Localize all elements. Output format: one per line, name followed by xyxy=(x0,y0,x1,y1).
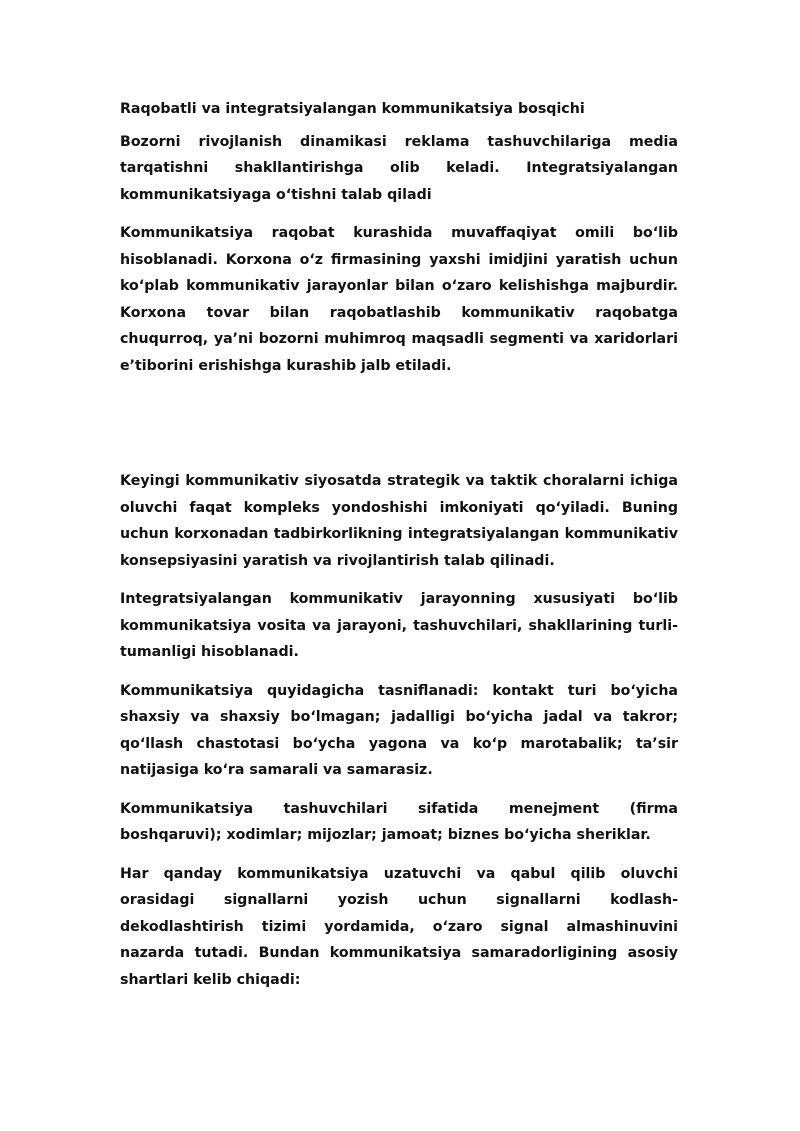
paragraph-complex-approach: Keyingi kommunikativ siyosatda strategik va taktik choralarni ichiga oluvchi faqat kompleks yondoshishi imkoniyati qo‘yiladi. Buning uchun korxonadan tadbirkorlikning integratsiyalangan kommunikativ konsepsiyasini yaratish va rivojlantirish talab qilinadi. xyxy=(120,473,678,569)
section-heading: Raqobatli va integratsiyalangan kommunikatsiya bosqichi xyxy=(120,101,585,117)
blank-spacer xyxy=(120,391,678,468)
paragraph-classification: Kommunikatsiya quyidagicha tasniflanadi: kontakt turi bo‘yicha shaxsiy va shaxsiy bo‘lmagan; jadalligi bo‘yicha jadal va takror; qo‘llash chastotasi bo‘ycha yagona va ko‘p marotabalik; ta’sir natijasiga ko‘ra samarali va samarasiz. xyxy=(120,682,678,778)
paragraph-competition-factor: Kommunikatsiya raqobat kurashida muvaffaqiyat omili bo‘lib hisoblanadi. Korxona o‘z firmasining yaxshi imidjini yaratish uchun ko‘plab kommunikativ jarayonlar bilan o‘zaro kelishishga majburdir. Korxona tovar bilan raqobatlashib kommunikativ raqobatga chuqurroq, ya’ni bozorni muhimroq maqsadli segmenti va xaridorlari e’tiborini erishishga kurashib jalb etiladi. xyxy=(120,225,678,374)
document-page xyxy=(120,96,678,1005)
paragraph-media-distribution: Bozorni rivojlanish dinamikasi reklama tashuvchilariga media tarqatishni shakllantirishga olib keladi. Integratsiyalangan kommunikatsiyaga o‘tishni talab qiladi xyxy=(120,133,678,203)
paragraph-signal-exchange: Har qanday kommunikatsiya uzatuvchi va qabul qilib oluvchi orasidagi signallarni yozish uchun signallarni kodlash-dekodlashtirish tizimi yordamida, o‘zaro signal almashinuvini nazarda tutadi. Bundan kommunikatsiya samaradorligining asosiy shartlari kelib chiqadi: xyxy=(120,865,678,988)
paragraph-integrated-feature: Integratsiyalangan kommunikativ jarayonning xususiyati bo‘lib kommunikatsiya vosita va jarayoni, tashuvchilari, shakllarining turli-tumanligi hisoblanadi. xyxy=(120,591,678,660)
paragraph-carriers: Kommunikatsiya tashuvchilari sifatida menejment (firma boshqaruvi); xodimlar; mijozlar; jamoat; biznes bo‘yicha sheriklar. xyxy=(120,800,678,843)
